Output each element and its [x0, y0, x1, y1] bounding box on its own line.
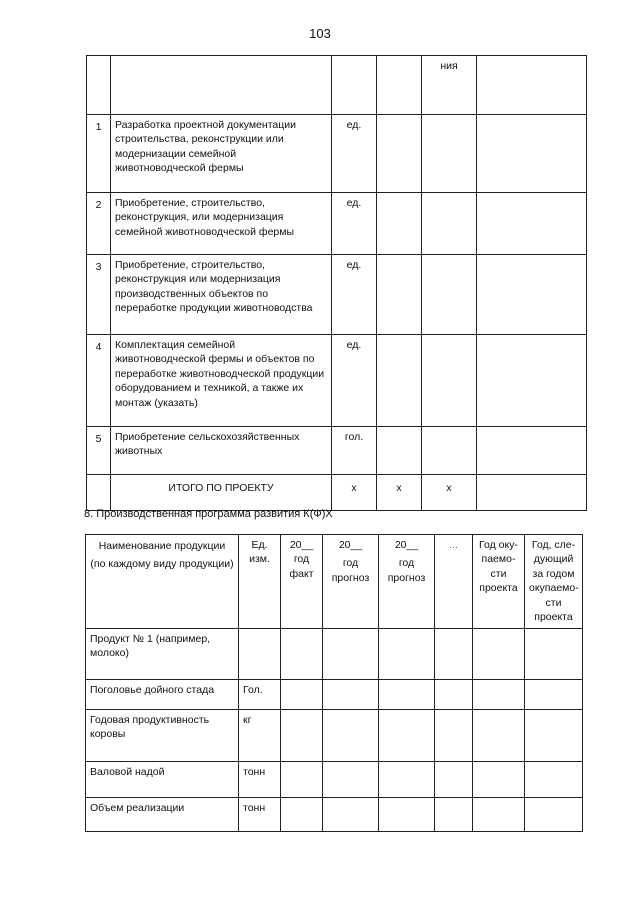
header-fragment: ния: [422, 56, 477, 115]
header-payback-year: Год оку-паемо-сти проекта: [473, 535, 525, 629]
row-name: Приобретение, строительство, реконструкция или модернизация производственных объектов по переработке продукции животноводства: [111, 255, 332, 335]
row-unit: ед.: [332, 115, 377, 193]
row-name: Годовая продуктивность коровы: [86, 709, 239, 761]
total-mark: x: [422, 475, 477, 511]
production-program-table: [85, 534, 583, 832]
row-unit: Гол.: [239, 679, 281, 709]
row-unit: [239, 628, 281, 679]
table-row: [86, 679, 583, 709]
header-year-forecast-1: 20__ год прогноз: [323, 535, 379, 629]
table-row: [87, 255, 587, 335]
row-name: Приобретение сельскохозяйственных животных: [111, 427, 332, 475]
row-number: 2: [87, 193, 111, 255]
table-row: [86, 628, 583, 679]
total-row: [87, 475, 587, 511]
header-unit: Ед. изм.: [239, 535, 281, 629]
table-row: [87, 427, 587, 475]
total-label: ИТОГО ПО ПРОЕКТУ: [111, 475, 332, 511]
header-year-forecast-2: 20__ год прогноз: [379, 535, 435, 629]
header-ellipsis: ...: [435, 535, 473, 629]
row-number: 5: [87, 427, 111, 475]
row-name: Продукт № 1 (например, молоко): [86, 628, 239, 679]
row-number: 1: [87, 115, 111, 193]
table-header-row: [87, 56, 587, 115]
table-row: [86, 709, 583, 761]
header-after-payback: Год, сле-дующий за годом окупаемо-сти проекта: [525, 535, 583, 629]
row-name: Поголовье дойного стада: [86, 679, 239, 709]
table-row: [87, 193, 587, 255]
row-unit: кг: [239, 709, 281, 761]
row-name: Приобретение, строительство, реконструкция, или модернизация семейной животноводческой фермы: [111, 193, 332, 255]
table-header-row: [86, 535, 583, 629]
header-year-fact: 20__ год факт: [281, 535, 323, 629]
table-row: [87, 335, 587, 427]
row-name: Комплектация семейной животноводческой фермы и объектов по переработке животноводческой продукции оборудованием и техникой, а также их монтаж (указать): [111, 335, 332, 427]
row-unit: тонн: [239, 797, 281, 831]
row-unit: ед.: [332, 255, 377, 335]
row-unit: тонн: [239, 761, 281, 797]
row-unit: ед.: [332, 193, 377, 255]
row-number: 4: [87, 335, 111, 427]
header-product: Наименование продукции (по каждому виду продукции): [86, 535, 239, 629]
total-mark: x: [377, 475, 422, 511]
total-mark: x: [332, 475, 377, 511]
row-name: Объем реализации: [86, 797, 239, 831]
row-number: 3: [87, 255, 111, 335]
row-name: Валовой надой: [86, 761, 239, 797]
table-row: [87, 115, 587, 193]
section-title: 8. Производственная программа развития К(Ф)Х: [84, 508, 333, 520]
page-number: 103: [309, 26, 331, 41]
row-unit: ед.: [332, 335, 377, 427]
table-row: [86, 761, 583, 797]
table-row: [86, 797, 583, 831]
row-unit: гол.: [332, 427, 377, 475]
project-costs-table: [86, 55, 587, 511]
row-name: Разработка проектной документации строительства, реконструкции или модернизации семейной животноводческой фермы: [111, 115, 332, 193]
